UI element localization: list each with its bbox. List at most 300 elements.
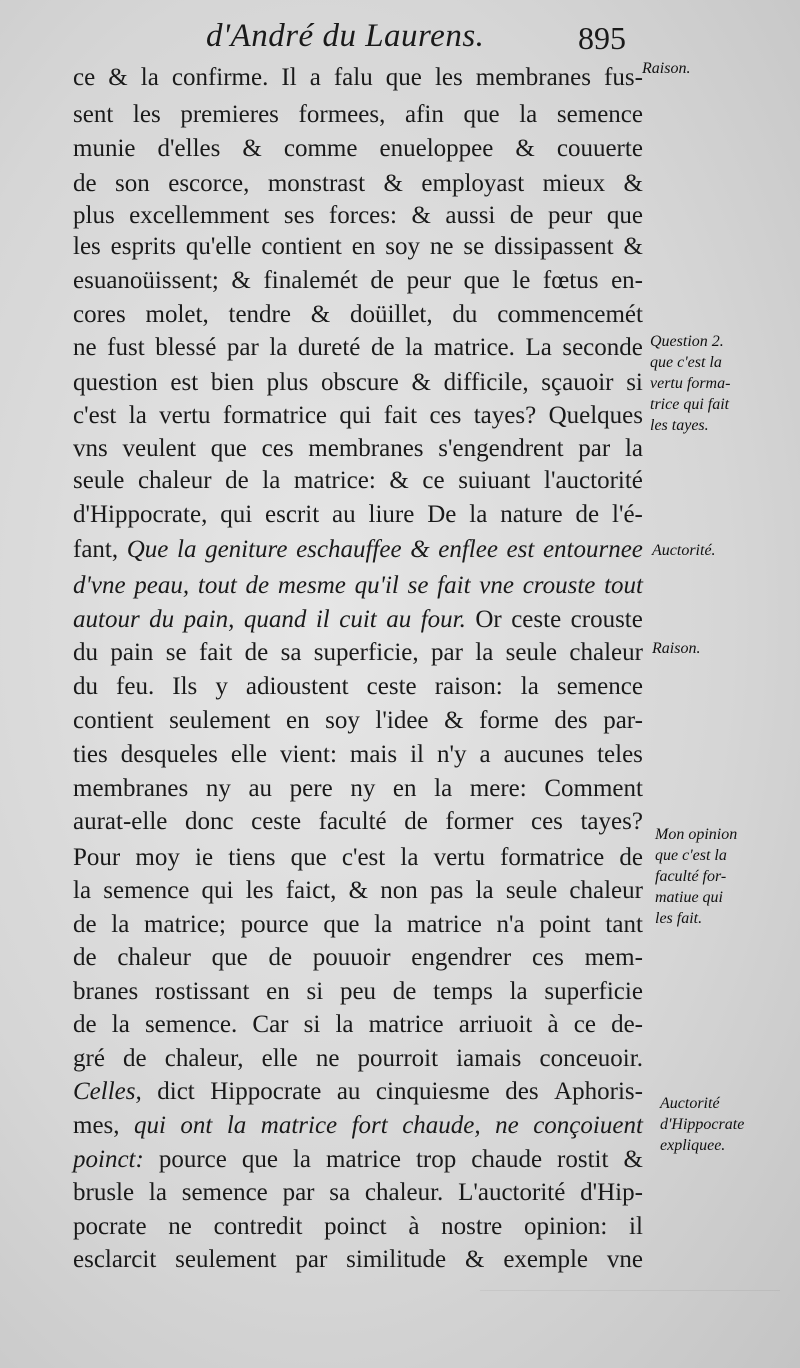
word: bien (210, 369, 254, 396)
word: les (434, 64, 463, 91)
word: ces (261, 435, 294, 462)
word: de (575, 501, 600, 528)
word: blessé (155, 334, 217, 361)
margin-note-line: matiue qui (655, 889, 723, 906)
word: arriuoit (458, 1011, 533, 1038)
margin-note (652, 540, 716, 561)
word: qui (220, 501, 253, 528)
word: qu'il (354, 572, 399, 599)
word: la (128, 402, 147, 429)
word: & (623, 233, 643, 260)
word: vne (479, 572, 514, 599)
word: d'Hip- (580, 1179, 643, 1206)
running-title: d'André du Laurens. (206, 18, 485, 54)
word: mais (349, 741, 398, 768)
word: de (619, 844, 643, 871)
word: qui (134, 1112, 166, 1139)
margin-note-line: d'Hippocrate (660, 1116, 745, 1133)
word: tayes? (580, 808, 643, 835)
word: la (111, 1011, 130, 1038)
word: ne (168, 1213, 192, 1240)
word: se (463, 233, 485, 260)
word: poinct (324, 1213, 387, 1240)
word: ne (315, 1045, 340, 1072)
word: de (509, 202, 534, 229)
word: la (262, 467, 281, 494)
word: tout (197, 572, 237, 599)
word: & (383, 170, 403, 197)
word: en (351, 233, 376, 260)
word: seule (505, 877, 558, 904)
word: que (463, 267, 500, 294)
word: pain (110, 639, 154, 666)
word: n'y (436, 741, 467, 768)
word: plus (266, 369, 309, 396)
word: ne (73, 334, 97, 361)
word: ces (429, 402, 462, 429)
word: au (248, 775, 273, 802)
word: formatrice (222, 402, 328, 429)
word: la (475, 639, 494, 666)
word: & (108, 64, 128, 91)
word: sa (280, 639, 302, 666)
word: superficie, (313, 639, 419, 666)
word: chaleur, (164, 1045, 244, 1072)
word: crouste (570, 606, 643, 633)
page-number: 895 (578, 20, 626, 56)
word: semence (103, 877, 190, 904)
word: munie (73, 135, 136, 162)
text-line (73, 1241, 643, 1279)
word: que (606, 202, 643, 229)
word: la (624, 435, 643, 462)
word: ont (180, 1112, 213, 1139)
word: des (554, 707, 588, 734)
word: de (73, 170, 97, 197)
word: cinquiesme (375, 1078, 490, 1105)
word: nature (500, 501, 563, 528)
word: ny (350, 775, 376, 802)
margin-note (650, 331, 730, 436)
word: gré (73, 1045, 105, 1072)
margin-note-line: Auctorité. (652, 542, 716, 559)
word: de (404, 808, 428, 835)
margin-note-line: trice qui fait (650, 396, 730, 413)
word: Pour (73, 844, 121, 871)
word: question (73, 369, 158, 396)
word: exemple (503, 1246, 588, 1273)
word: par (578, 435, 611, 462)
word: ceste (511, 606, 562, 633)
word: elle (230, 741, 267, 768)
word: à (547, 1011, 559, 1038)
word: membranes (73, 775, 189, 802)
text-line (73, 96, 643, 134)
word: aucunes (503, 741, 585, 768)
margin-note (660, 1093, 744, 1156)
word: chaleur (569, 639, 643, 666)
word: faculté (318, 808, 387, 835)
margin-note-line: que c'est la (655, 847, 727, 864)
word: faict, (285, 877, 337, 904)
margin-note-line: Raison. (642, 60, 691, 77)
word: mere: (469, 775, 527, 802)
word: donc (184, 808, 234, 835)
word: formees, (298, 101, 386, 128)
word: de (370, 334, 395, 361)
word: est (170, 369, 199, 396)
text-line (73, 1073, 643, 1111)
word: desqueles (120, 741, 218, 768)
word: cores (73, 301, 126, 328)
word: point (539, 911, 591, 938)
word: ceste (366, 673, 417, 700)
margin-note-line: Question 2. (650, 333, 724, 350)
word: en (285, 707, 310, 734)
word: pain, (183, 606, 235, 633)
word: de (73, 1011, 97, 1038)
word: la (475, 877, 494, 904)
word: contient (261, 233, 342, 260)
word: adioustent (245, 673, 349, 700)
word: de (73, 911, 97, 938)
word: de- (611, 1011, 643, 1038)
word: rostit (557, 1146, 609, 1173)
word: superficie (544, 978, 643, 1005)
word: fort (351, 1112, 388, 1139)
word: ce (422, 467, 445, 494)
word: l'idee (375, 707, 429, 734)
word: matrice (406, 911, 482, 938)
word: peur (406, 267, 452, 294)
word: qu'elle (185, 233, 252, 260)
word: seule (73, 467, 125, 494)
margin-note-line: expliquee. (660, 1137, 726, 1154)
word: si (303, 1011, 321, 1038)
word: il (315, 606, 330, 633)
word: teles (597, 741, 643, 768)
word: ce (73, 64, 96, 91)
word: ties (73, 741, 108, 768)
word: dureté (297, 334, 361, 361)
word: de (268, 944, 293, 971)
text-line (73, 329, 643, 367)
word: tayes? (473, 402, 537, 429)
word: confirme. (171, 64, 269, 91)
word: il (629, 1213, 643, 1240)
word: esuanoüissent; (73, 267, 219, 294)
word: doüillet, (349, 301, 433, 328)
margin-note-line: les tayes. (650, 417, 709, 434)
word: tiens (228, 844, 276, 871)
text-line (73, 1006, 643, 1044)
text-line (73, 939, 643, 977)
word: à (408, 1213, 420, 1240)
word: enueloppee (379, 135, 494, 162)
word: c'est (73, 402, 117, 429)
word: & (310, 301, 331, 328)
word: monstrast (267, 170, 366, 197)
word: la (434, 775, 453, 802)
word: les (132, 101, 161, 128)
margin-note (652, 638, 700, 659)
word: & (348, 877, 369, 904)
word: former (445, 808, 514, 835)
word: seule (505, 639, 558, 666)
word: escrit (265, 501, 320, 528)
word: trop (415, 1146, 457, 1173)
word: l'auctorité (544, 467, 643, 494)
word: four. (420, 606, 466, 633)
word: La (525, 334, 552, 361)
word: matrice. (433, 334, 515, 361)
word: d'Hippocrate, (73, 501, 208, 528)
word: premieres (180, 101, 279, 128)
word: & (465, 1246, 485, 1273)
word: contient (73, 707, 154, 734)
word: Aphoris- (554, 1078, 643, 1105)
word: par (295, 1246, 328, 1273)
word: vertu (433, 844, 485, 871)
word: il (410, 741, 424, 768)
word: si (626, 369, 643, 396)
text-line (73, 531, 643, 569)
word: la (111, 911, 130, 938)
word: quand (243, 606, 307, 633)
word: du (73, 639, 98, 666)
word: opinion: (523, 1213, 608, 1240)
word: la (269, 334, 288, 361)
word: Comment (544, 775, 643, 802)
word: autour (73, 606, 140, 633)
text-line (73, 1174, 643, 1212)
word: se (165, 639, 187, 666)
word: pource (158, 1146, 227, 1173)
text-line (73, 1107, 643, 1145)
word: mem- (584, 944, 643, 971)
word: similitude (346, 1246, 447, 1273)
word: sçauoir (541, 369, 614, 396)
word: seulement (175, 1246, 277, 1273)
word: ny (205, 775, 231, 802)
word: geniture (205, 536, 288, 563)
word: y (215, 673, 228, 700)
word: De (427, 501, 457, 528)
word: rostissant (154, 978, 250, 1005)
word: de (225, 467, 249, 494)
word: Il (281, 64, 297, 91)
word: peur (547, 202, 593, 229)
word: la (400, 844, 419, 871)
word: aussi (445, 202, 496, 229)
word: matrice; (144, 911, 226, 938)
word: la (292, 1146, 312, 1173)
word: ce (573, 1011, 596, 1038)
word: liure (368, 501, 415, 528)
margin-note-line: les fait. (655, 910, 703, 927)
word: la (73, 877, 92, 904)
word: moy (135, 844, 180, 871)
margin-note-line: faculté for- (655, 868, 727, 885)
word: vertu (159, 402, 211, 429)
word: la (519, 101, 538, 128)
word: la (226, 1112, 247, 1139)
word: pere (289, 775, 333, 802)
show-through-shadow (480, 1290, 780, 1331)
text-line (73, 228, 643, 266)
word: ie (195, 844, 214, 871)
text-line (73, 130, 643, 168)
word: poinct: (73, 1146, 144, 1173)
word: non (380, 877, 418, 904)
word: de (73, 944, 97, 971)
word: veulent (122, 435, 197, 462)
word: formatrice (500, 844, 605, 871)
word: difficile, (443, 369, 529, 396)
word: en (266, 978, 290, 1005)
word: au (332, 501, 356, 528)
margin-note (642, 58, 690, 79)
word: la (405, 334, 424, 361)
word: molet, (145, 301, 209, 328)
word: pouuoir (312, 944, 391, 971)
word: entournee (542, 536, 643, 563)
word: & (242, 135, 262, 162)
word: sent (73, 101, 114, 128)
word: peu (339, 978, 377, 1005)
text-line (73, 702, 643, 740)
word: pourroit (357, 1045, 439, 1072)
word: esclarcit (73, 1246, 157, 1273)
word: elle (261, 1045, 298, 1072)
word: L'auctorité (458, 1179, 566, 1206)
word: ces (531, 944, 564, 971)
word: le (512, 267, 531, 294)
word: qui (201, 877, 234, 904)
word: enflee (438, 536, 498, 563)
word: soy (385, 233, 420, 260)
word: la (140, 64, 159, 91)
word: Car (252, 1011, 289, 1038)
word: par- (603, 707, 643, 734)
word: seulement (169, 707, 271, 734)
word: dict (157, 1078, 195, 1105)
word: obscure (321, 369, 399, 396)
word: vns (73, 435, 108, 462)
word: seconde (562, 334, 643, 361)
word: son (115, 170, 150, 197)
word: au (386, 606, 412, 633)
word: & (410, 536, 430, 563)
word: les (73, 233, 101, 260)
word: mes, (73, 1112, 120, 1139)
word: Or (475, 606, 502, 633)
word: les (245, 877, 274, 904)
word: couuerte (556, 135, 643, 162)
word: mieux (542, 170, 606, 197)
margin-note-line: vertu forma- (650, 375, 731, 392)
word: vient: (279, 741, 337, 768)
word: Que (126, 536, 169, 563)
word: membranes (475, 64, 591, 91)
word: fait (437, 572, 471, 599)
word: Quelques (548, 402, 643, 429)
word: en (392, 775, 417, 802)
word: chaude (471, 1146, 543, 1173)
word: fus- (604, 64, 643, 91)
word: que (210, 435, 247, 462)
word: conçoiuent (533, 1112, 643, 1139)
word: que (211, 944, 248, 971)
word: Hippocrate (210, 1078, 322, 1105)
word: a (479, 741, 491, 768)
word: escorce, (168, 170, 250, 197)
word: suiuant (458, 467, 531, 494)
text-line (73, 736, 643, 774)
word: engendrer (411, 944, 512, 971)
margin-note (655, 824, 737, 929)
word: forces: (328, 202, 397, 229)
word: ne (495, 1112, 519, 1139)
word: tendre (228, 301, 291, 328)
word: & (411, 202, 431, 229)
word: tant (605, 911, 643, 938)
word: la (469, 501, 488, 528)
word: la (374, 911, 393, 938)
word: feu. (116, 673, 155, 700)
margin-note-line: Auctorité (660, 1095, 720, 1112)
word: de (392, 978, 417, 1005)
margin-note-line: Mon opinion (655, 826, 738, 843)
word: peau, (134, 572, 190, 599)
word: par (430, 639, 463, 666)
word: ceste (251, 808, 302, 835)
word: finalemét (263, 267, 358, 294)
word: ne (429, 233, 454, 260)
word: Ils (172, 673, 198, 700)
word: la (148, 1179, 167, 1206)
word: au (336, 1078, 361, 1105)
text-line (73, 872, 643, 910)
word: matrice (326, 1146, 401, 1173)
word: & (444, 707, 464, 734)
word: l'é- (612, 501, 643, 528)
word: que (290, 844, 327, 871)
word: excellemment (129, 202, 270, 229)
word: n'a (496, 911, 525, 938)
word: matrice: (293, 467, 376, 494)
word: afin (404, 101, 444, 128)
word: chaleur (117, 944, 191, 971)
margin-note-line: Raison. (652, 640, 701, 657)
text-line (73, 462, 643, 500)
word: tout (604, 572, 643, 599)
word: chaude, (402, 1112, 481, 1139)
word: & (231, 267, 251, 294)
word: qui (339, 402, 372, 429)
word: pocrate (73, 1213, 147, 1240)
word: esprits (110, 233, 176, 260)
word: du (452, 301, 478, 328)
word: semence. (144, 1011, 238, 1038)
word: semence (556, 101, 643, 128)
word: par (226, 334, 259, 361)
word: eschauffee (296, 536, 402, 563)
word: ses (283, 202, 315, 229)
margin-note-line: que c'est la (650, 354, 722, 371)
text-line (73, 59, 643, 97)
word: chaleur (137, 467, 212, 494)
